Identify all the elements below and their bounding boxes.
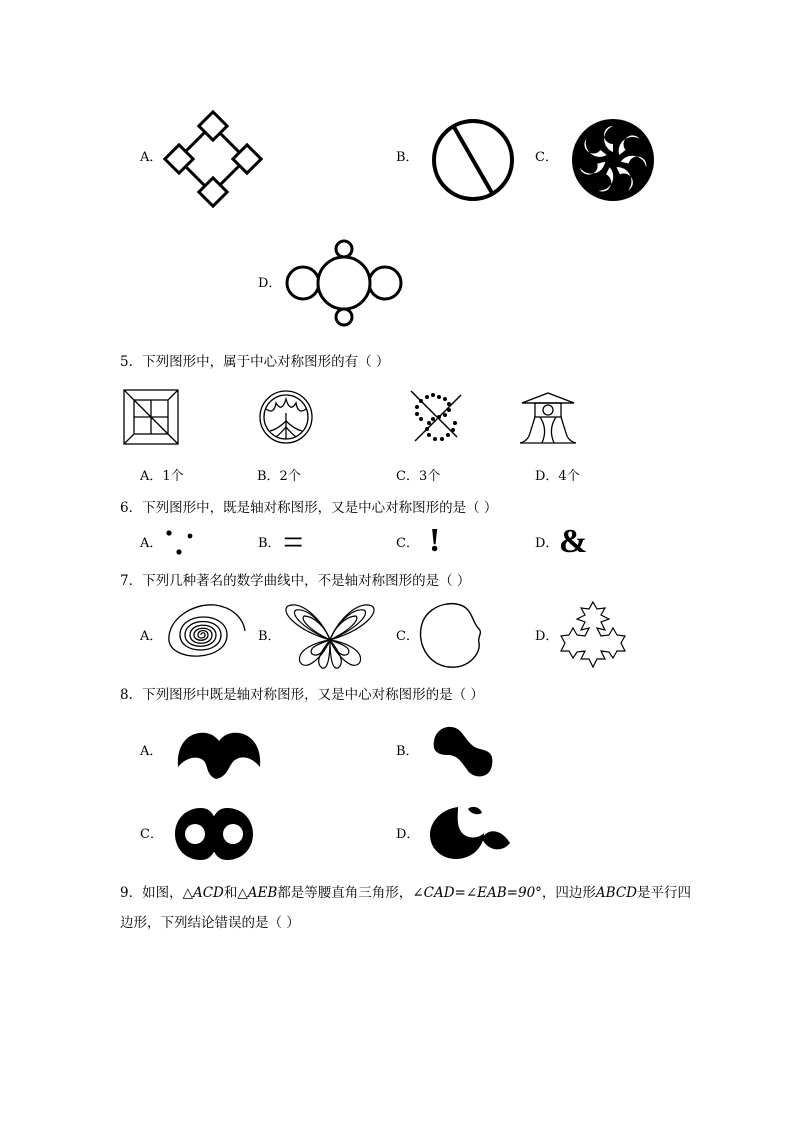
q6-option-b-label: B． (258, 536, 281, 551)
q5-choice-d: D．4个 (535, 469, 580, 484)
q4-figure-a (163, 110, 263, 208)
q9-text-1b: 和 (223, 885, 238, 901)
q5-stem: 5．下列图形中，属于中心对称图形的有（ ） (120, 354, 390, 370)
q5-figure-3 (405, 387, 465, 447)
q5-figure-2 (258, 389, 314, 445)
q9-text-1e: 是平行四 (637, 885, 691, 901)
q7-figure-d-snowflake (556, 600, 630, 674)
q7-figure-a-spiral (163, 601, 249, 669)
q9-angle-condition: ∠CAD=∠EAB=90° (412, 885, 542, 901)
q7-option-b-label: B． (258, 629, 281, 644)
q9-text-1d: ，四边形 (541, 885, 596, 901)
q9-line-1 (120, 884, 691, 902)
q8-option-d-label: D． (396, 827, 420, 842)
q6-option-c-label: C． (396, 536, 419, 551)
q6-option-a-label: A． (140, 536, 163, 551)
q5-choice-c: C．3个 (396, 469, 441, 484)
q4-option-c-label: C． (535, 150, 558, 165)
q6-symbol-equals: = (283, 522, 304, 562)
q8-figure-c (173, 806, 255, 862)
q7-figure-b-butterfly (282, 600, 378, 672)
q6-symbol-exclamation: ! (429, 522, 441, 559)
q9-line-2: 边形，下列结论错误的是（ ） (120, 915, 300, 931)
q4-figure-b (430, 117, 516, 203)
q7-option-a-label: A． (140, 629, 163, 644)
q5-figure-1 (123, 389, 179, 445)
q6-stem: 6．下列图形中，既是轴对称图形，又是中心对称图形的是（ ） (120, 500, 498, 516)
q9-text-1c: 都是等腰直角三角形， (277, 885, 413, 901)
q8-option-a-label: A． (140, 744, 163, 759)
q4-option-a-label: A． (140, 150, 163, 165)
q7-figure-c-cardioid (419, 601, 489, 671)
q4-figure-c (570, 117, 656, 203)
q8-stem: 8．下列图形中既是轴对称图形，又是中心对称图形的是（ ） (120, 687, 484, 703)
q4-figure-d (284, 238, 404, 328)
q7-option-d-label: D． (535, 629, 559, 644)
q9-quadrilateral: ABCD (595, 885, 637, 901)
q6-figure-a-dots (164, 527, 194, 557)
q8-figure-d (428, 803, 512, 861)
q7-option-c-label: C． (396, 629, 419, 644)
q5-choice-a: A．1个 (140, 469, 184, 484)
q6-symbol-ampersand: & (559, 523, 588, 560)
q9-triangle-aeb: △AEB (237, 885, 278, 901)
q8-figure-b (430, 723, 496, 779)
q6-option-d-label: D． (535, 536, 559, 551)
q9-text-1a: 9．如图， (120, 885, 183, 901)
q5-figure-4 (518, 389, 578, 447)
q9-triangle-acd: △ACD (182, 885, 224, 901)
q8-option-c-label: C． (140, 827, 163, 842)
q4-option-d-label: D． (258, 276, 282, 291)
q4-option-b-label: B． (396, 150, 419, 165)
q8-figure-a (176, 725, 262, 781)
q5-choice-b: B．2个 (257, 469, 301, 484)
q8-option-b-label: B． (396, 744, 419, 759)
q7-stem: 7．下列几种著名的数学曲线中，不是轴对称图形的是（ ） (120, 573, 471, 589)
